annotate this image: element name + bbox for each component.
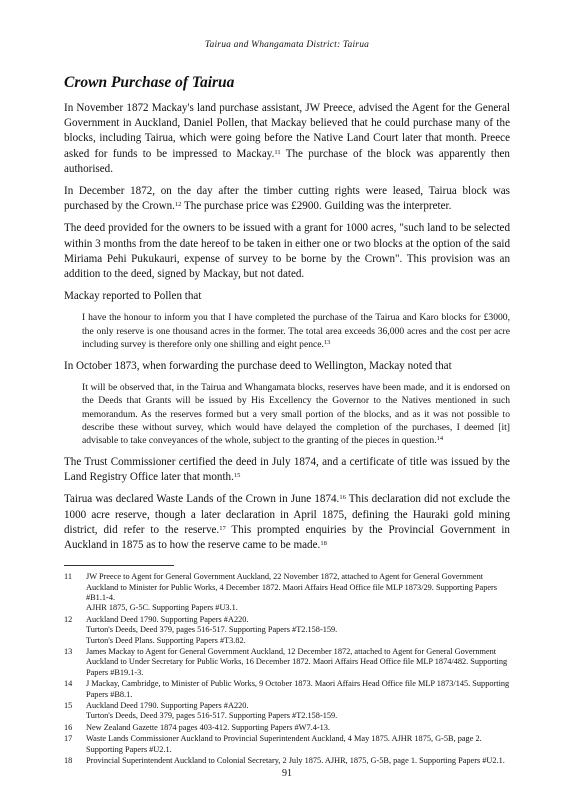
footnote-text [86,647,510,678]
footnote-ref[interactable]: 11 [274,148,281,156]
footnote [64,734,510,755]
footnote [64,647,510,678]
footnote-line: Turton's Deed Plans. Supporting Papers #T3.82. [86,635,246,645]
paragraph-text: The purchase of the block was apparently then authorised. [64,147,510,175]
footnote-line: Turton's Deeds, Deed 379, pages 516-517. Supporting Papers #T2.158-159. [86,625,338,635]
footnote-line: Auckland Deed 1790. Supporting Papers #A220. [86,700,249,710]
footnote-text [86,723,510,733]
footnote-ref[interactable]: 12 [174,201,182,209]
paragraph-text: This declaration did not exclude the 1000 acre reserve, though a later declaration in April 1875, defining the Hauraki gold mining district, did refer to the reserve. [64,493,511,536]
body-text [64,101,510,767]
paragraph-text: The Trust Commissioner certified the deed in July 1874, and a certificate of title was issued by the Land Registry Office later that month. [64,455,510,484]
footnote-text [86,756,510,766]
paragraph-text: This prompted enquiries by the Provincial Government in Auckland in 1875 as to how the reserve came to be made. [64,523,510,551]
footnote-line: James Mackay to Agent for General Government Auckland, 12 December 1872, attached to Agent for General Government Auckland to Under Secretary for Public Works, 16 December 1872. Maori Affairs Head Office file MLP 1874/482. Supporting Papers #B19.1-3. [86,646,508,677]
footnote-number: 11 [64,572,72,582]
footnote-number: 13 [64,646,73,656]
quote-text: It will be observed that, in the Tairua and Whangamata blocks, reserves have been made, and it is endorsed on the Deeds that Grants will be issued by His Excellency the Governor to the Natives mentioned in such memorandum. As the reserves formed but a very small portion of the blocks, and as it was not possible to describe these without survey, which would have delayed the completion of the purchases, I deemed [it] advisable to take conveyances of the whole, subject to the granting of the pieces in question. [82,381,510,447]
footnote [64,701,510,722]
footnote [64,679,510,700]
paragraph-7 [64,492,510,553]
footnote-text [86,734,510,755]
block-quote-2 [82,381,510,448]
footnote-line: Turton's Deeds, Deed 379, pages 516-517. Supporting Papers #T2.158-159. [86,711,338,721]
footnotes [64,572,510,766]
footnote-line: Auckland Deed 1790. Supporting Papers #A220. [86,614,249,624]
footnote-text [86,572,510,614]
footnote [64,572,510,614]
footnote-divider [64,565,174,566]
footnote [64,723,510,733]
paragraph-3: The deed provided for the owners to be issued with a grant for 1000 acres, "such land to be selected within 3 months from the date hereof to be taken in either one or two blocks at the option of the said Miriama Pehi Pukukauri, expense of survey to be borne by the Crown". This provision was an addition to the deed, signed by Mackay, but not dated. [64,222,510,281]
footnote-ref[interactable]: 17 [219,524,226,532]
footnote [64,756,510,766]
footnote-line: J Mackay, Cambridge, to Minister of Public Works, 9 October 1873. Maori Affairs Head Office file MLP 1873/145. Supporting Papers #B8.1. [86,679,510,699]
footnote-ref[interactable]: 13 [323,339,331,347]
paragraph-5: In October 1873, when forwarding the purchase deed to Wellington, Mackay noted that [64,359,452,372]
footnote-number: 15 [64,700,73,710]
footnote-number: 18 [64,756,73,766]
footnote-number: 12 [64,614,73,624]
footnote [64,615,510,646]
footnote-text [86,679,510,700]
footnote-line: Provincial Superintendent Auckland to Colonial Secretary, 2 July 1875. AJHR, 1875, G-5B, page 1. Supporting Papers #U2.1. [86,756,505,766]
paragraph-text: The purchase price was £2900. Guilding was the interpreter. [181,200,452,213]
footnote-text [86,615,510,646]
footnote-line: JW Preece to Agent for General Government Auckland, 22 November 1872, attached to Agent for General Government Auckland to Minister for Public Works, 4 December 1872. Maori Affairs Head Office file MLP 1873/29. Supporting Papers #B1.1-4. [86,572,498,602]
footnote-text [86,701,510,722]
footnote-number: 17 [64,734,73,744]
block-quote-1 [82,311,510,351]
paragraph-text: Tairua was declared Waste Lands of the Crown in June 1874. [64,493,340,506]
footnote-ref[interactable]: 15 [233,472,241,480]
footnote-line: AJHR 1875, G-5C. Supporting Papers #U3.1. [86,603,238,613]
footnote-ref[interactable]: 18 [320,539,327,547]
footnote-number: 14 [64,679,73,689]
footnote-line: Waste Lands Commissioner Auckland to Provincial Superintendent Auckland, 4 May 1875. AJHR 1875, G-5B, page 2. Supporting Papers #U2.1. [86,734,482,754]
footnote-ref[interactable]: 14 [436,435,444,443]
paragraph-text: In December 1872, on the day after the timber cutting rights were leased, Tairua block was purchased by the Crown. [64,185,510,213]
paragraph-2 [64,184,510,214]
quote-text: I have the honour to inform you that I have completed the purchase of the Tairua and Karo blocks for £3000, the only reserve is one thousand acres in the former. The total area exceeds 36,000 acres and the cost per acre including survey is therefore only one shilling and eight pence. [82,312,510,351]
paragraph-6 [64,455,510,485]
page-number: 91 [282,768,292,779]
paragraph-text: In November 1872 Mackay's land purchase assistant, JW Preece, advised the Agent for the General Government in Auckland, Daniel Pollen, that Mackay believed that he could purchase many of the blocks, including Tairua, which were going before the Native Land Court later that month. Preece asked for funds to be impressed to Mackay. [64,102,510,160]
paragraph-4: Mackay reported to Pollen that [64,290,202,303]
footnote-ref[interactable]: 16 [339,494,346,502]
running-head: Tairua and Whangamata District: Tairua [204,40,370,50]
footnote-line: New Zealand Gazette 1874 pages 403-412. Supporting Papers #W7.4-13. [86,722,331,732]
footnote-number: 16 [64,722,73,732]
paragraph-1 [64,101,510,177]
section-title: Crown Purchase of Tairua [64,74,235,91]
